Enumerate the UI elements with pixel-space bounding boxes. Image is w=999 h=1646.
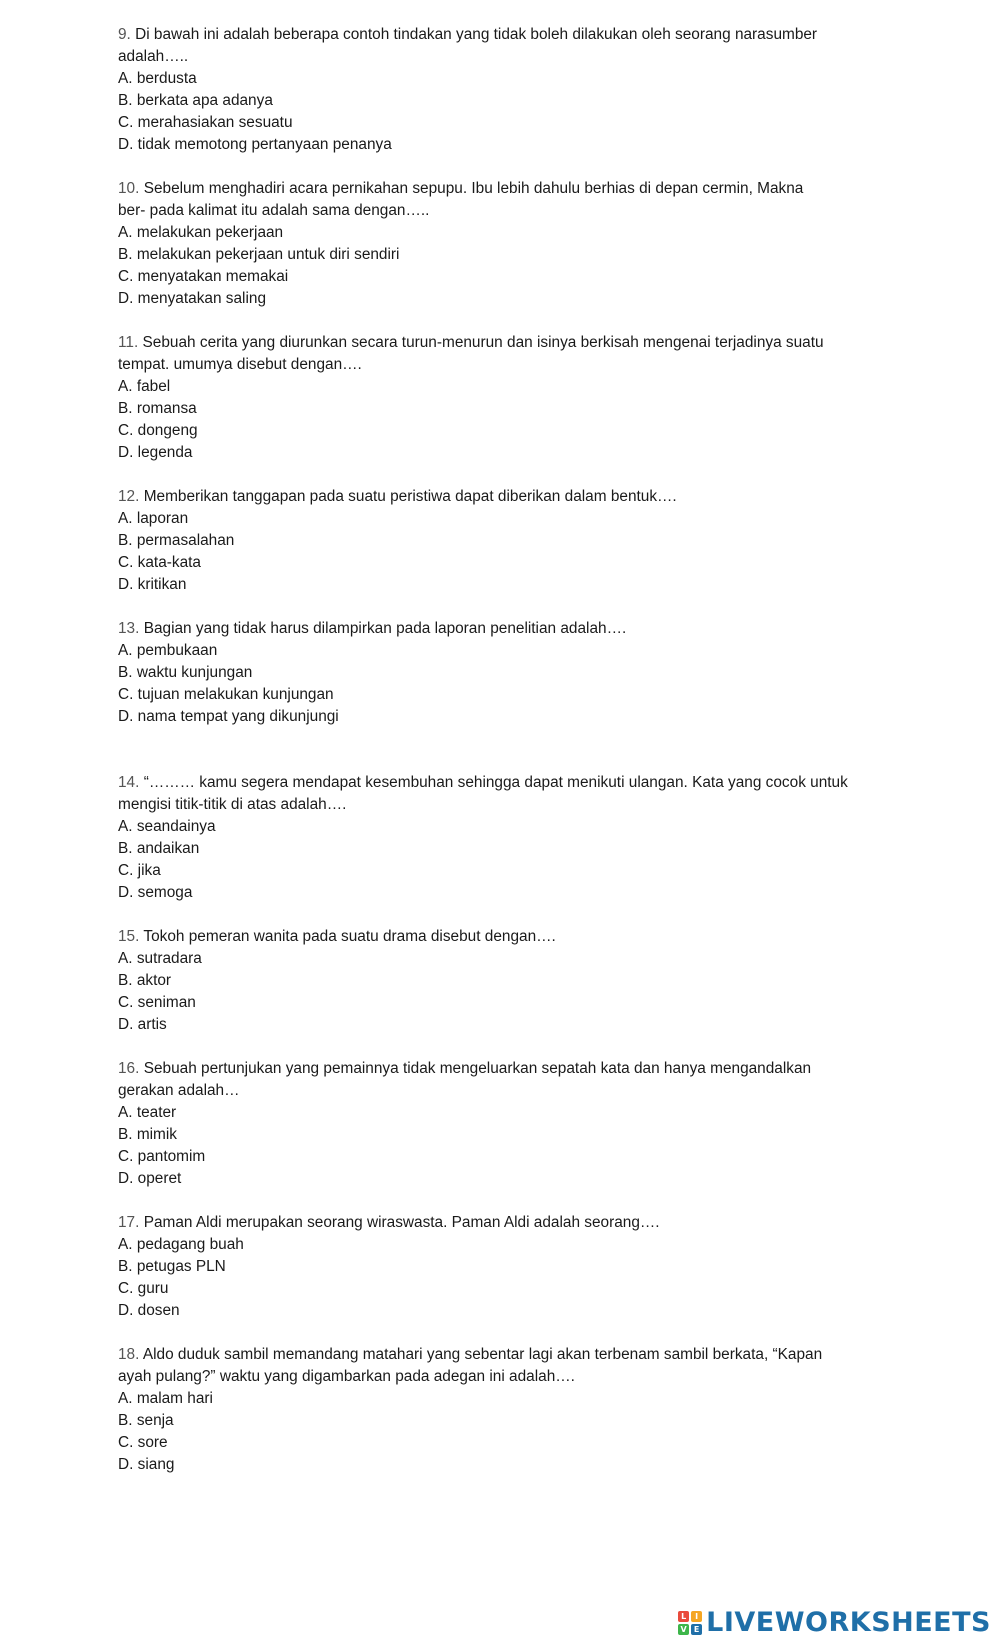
question-text <box>118 178 908 200</box>
question-18 <box>118 1344 908 1476</box>
option-c: C. pantomim <box>118 1148 206 1165</box>
option-d: D. legenda <box>118 444 193 461</box>
question-stem: Memberikan tanggapan pada suatu peristiwa dapat diberikan dalam bentuk…. <box>143 488 677 505</box>
question-text <box>118 926 908 948</box>
question-stem: Bagian yang tidak harus dilampirkan pada laporan penelitian adalah…. <box>143 620 627 637</box>
option-d: D. artis <box>118 1016 167 1033</box>
option-c: C. kata-kata <box>118 554 201 571</box>
question-stem: Sebuah pertunjukan yang pemainnya tidak mengeluarkan sepatah kata dan hanya mengandalkan <box>143 1060 812 1077</box>
question-stem: “……… kamu segera mendapat kesembuhan sehingga dapat menikuti ulangan. Kata yang cocok untuk <box>143 774 848 791</box>
option-d: D. nama tempat yang dikunjungi <box>118 708 339 725</box>
option-b: B. andaikan <box>118 840 200 857</box>
question-number: 9. <box>118 26 131 43</box>
question-stem: Di bawah ini adalah beberapa contoh tindakan yang tidak boleh dilakukan oleh seorang narasumber <box>135 26 818 43</box>
question-13 <box>118 618 908 728</box>
option-b: B. waktu kunjungan <box>118 664 253 681</box>
question-number: 13. <box>118 620 140 637</box>
option-d: D. kritikan <box>118 576 187 593</box>
option-c: C. tujuan melakukan kunjungan <box>118 686 334 703</box>
logo-text: LIVEWORKSHEETS <box>706 1607 991 1638</box>
question-number: 12. <box>118 488 140 505</box>
question-text <box>118 1058 908 1080</box>
question-15 <box>118 926 908 1036</box>
question-text <box>118 1344 908 1366</box>
option-b: B. senja <box>118 1412 174 1429</box>
option-a: A. fabel <box>118 378 171 395</box>
option-a: A. melakukan pekerjaan <box>118 224 284 241</box>
question-number: 10. <box>118 180 140 197</box>
question-text-continued: gerakan adalah… <box>118 1082 240 1099</box>
option-a: A. malam hari <box>118 1390 213 1407</box>
option-c: C. sore <box>118 1434 168 1451</box>
question-stem: Sebelum menghadiri acara pernikahan sepupu. Ibu lebih dahulu berhias di depan cermin, Makna <box>143 180 804 197</box>
option-c: C. seniman <box>118 994 196 1011</box>
question-stem: Aldo duduk sambil memandang matahari yang sebentar lagi akan terbenam sambil berkata, “Kapan <box>142 1346 823 1363</box>
question-text-continued: mengisi titik-titik di atas adalah…. <box>118 796 347 813</box>
question-text-continued: tempat. umumya disebut dengan…. <box>118 356 362 373</box>
option-d: D. operet <box>118 1170 182 1187</box>
option-d: D. menyatakan saling <box>118 290 266 307</box>
option-b: B. berkata apa adanya <box>118 92 273 109</box>
mark-letter-v: V <box>678 1624 689 1635</box>
question-number: 17. <box>118 1214 140 1231</box>
question-text-continued: adalah….. <box>118 48 189 65</box>
question-text <box>118 1212 908 1234</box>
liveworksheets-mark-icon <box>678 1611 702 1635</box>
question-number: 15. <box>118 928 140 945</box>
option-b: B. petugas PLN <box>118 1258 226 1275</box>
option-c: C. merahasiakan sesuatu <box>118 114 293 131</box>
option-c: C. dongeng <box>118 422 198 439</box>
question-16 <box>118 1058 908 1190</box>
option-a: A. sutradara <box>118 950 202 967</box>
option-c: C. guru <box>118 1280 169 1297</box>
option-c: C. jika <box>118 862 161 879</box>
question-14 <box>118 772 908 904</box>
question-number: 14. <box>118 774 140 791</box>
question-text-continued: ayah pulang?” waktu yang digambarkan pada adegan ini adalah…. <box>118 1368 575 1385</box>
option-d: D. tidak memotong pertanyaan penanya <box>118 136 392 153</box>
question-text <box>118 332 908 354</box>
question-text <box>118 486 908 508</box>
option-b: B. melakukan pekerjaan untuk diri sendiri <box>118 246 400 263</box>
option-d: D. semoga <box>118 884 193 901</box>
option-a: A. laporan <box>118 510 189 527</box>
question-9 <box>118 24 908 156</box>
option-a: A. pedagang buah <box>118 1236 244 1253</box>
question-stem: Sebuah cerita yang diurunkan secara turun-menurun dan isinya berkisah mengenai terjadinya suatu <box>142 334 824 351</box>
question-stem: Tokoh pemeran wanita pada suatu drama disebut dengan…. <box>143 928 556 945</box>
option-b: B. romansa <box>118 400 197 417</box>
question-text <box>118 618 908 640</box>
option-d: D. dosen <box>118 1302 180 1319</box>
question-number: 16. <box>118 1060 140 1077</box>
option-a: A. teater <box>118 1104 177 1121</box>
question-number: 11. <box>118 334 139 351</box>
mark-letter-i: I <box>691 1611 702 1622</box>
question-text <box>118 24 908 46</box>
liveworksheets-logo <box>678 1609 991 1636</box>
option-b: B. permasalahan <box>118 532 235 549</box>
option-a: A. seandainya <box>118 818 216 835</box>
mark-letter-e: E <box>691 1624 702 1635</box>
option-d: D. siang <box>118 1456 175 1473</box>
question-11 <box>118 332 908 464</box>
option-b: B. aktor <box>118 972 172 989</box>
question-number: 18. <box>118 1346 140 1363</box>
question-text-continued: ber- pada kalimat itu adalah sama dengan….. <box>118 202 430 219</box>
option-a: A. berdusta <box>118 70 197 87</box>
option-b: B. mimik <box>118 1126 177 1143</box>
option-c: C. menyatakan memakai <box>118 268 289 285</box>
option-a: A. pembukaan <box>118 642 218 659</box>
mark-letter-l: L <box>678 1611 689 1622</box>
question-stem: Paman Aldi merupakan seorang wiraswasta. Paman Aldi adalah seorang…. <box>143 1214 660 1231</box>
question-12 <box>118 486 908 596</box>
question-10 <box>118 178 908 310</box>
question-17 <box>118 1212 908 1322</box>
worksheet <box>118 24 908 1476</box>
question-text <box>118 772 908 794</box>
